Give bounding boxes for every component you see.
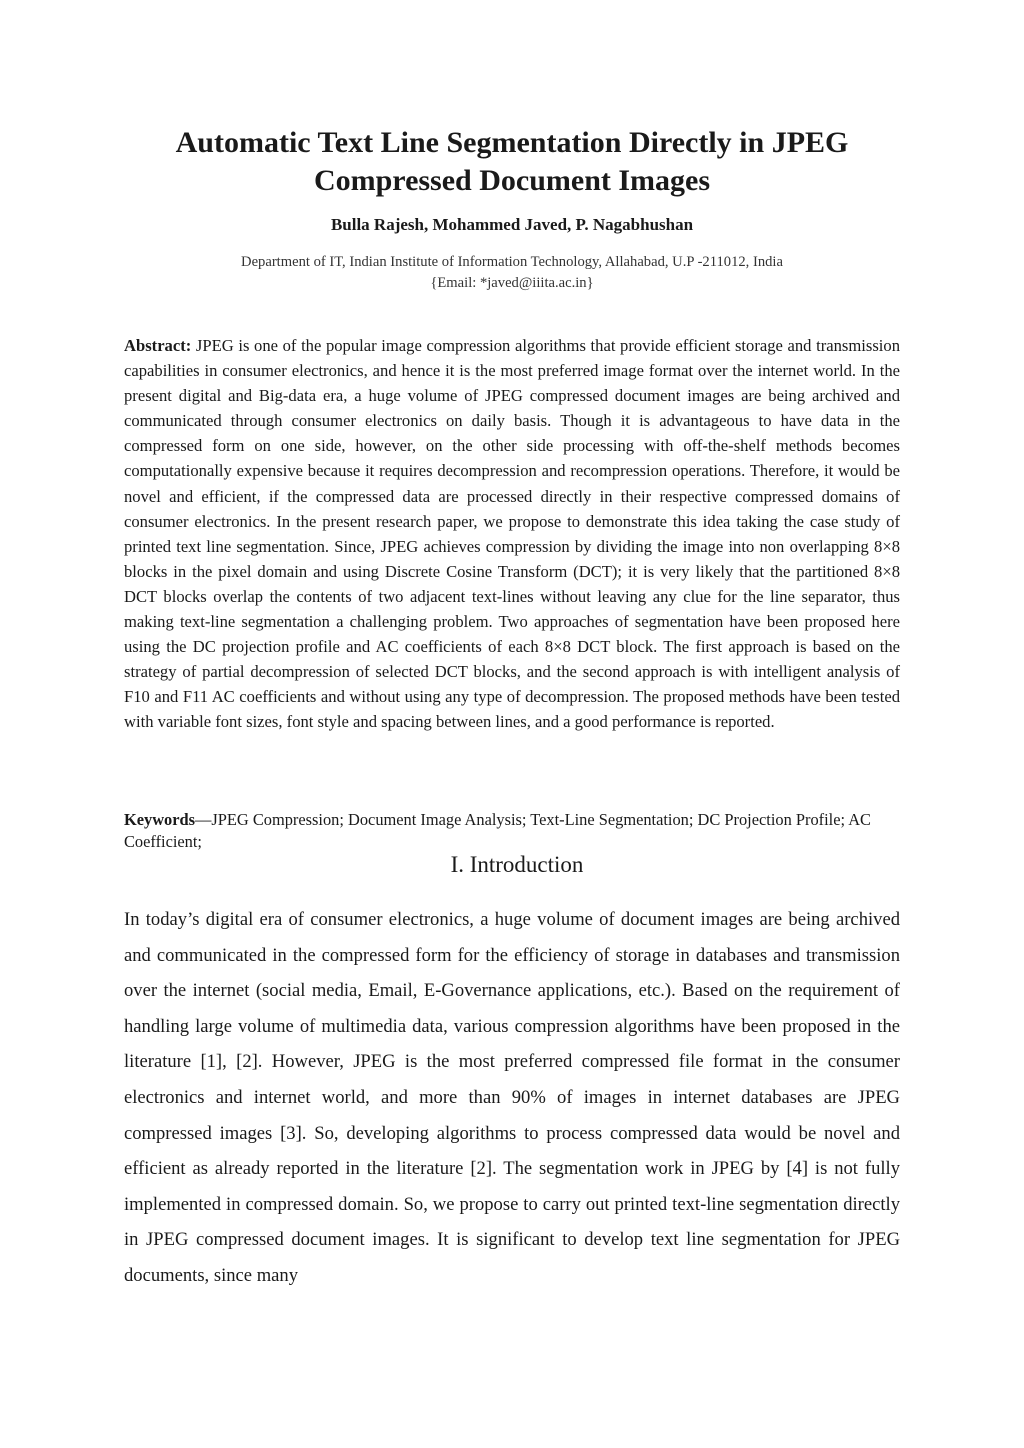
paper-title [110,124,914,200]
title-line-1: Automatic Text Line Segmentation Directly in JPEG [175,126,849,159]
affiliation-block [110,252,914,294]
abstract-label: Abstract: [124,336,192,355]
keywords-label: Keywords [124,810,196,829]
affiliation: Department of IT, Indian Institute of Information Technology, Allahabad, U.P -211012, India [241,254,783,270]
title-line-2: Compressed Document Images [313,164,711,197]
keywords-text: —JPEG Compression; Document Image Analysis; Text-Line Segmentation; DC Projection Profile; AC Coefficient; [124,810,871,851]
contact-email: {Email: *javed@iiita.ac.in} [430,275,594,291]
section-heading-introduction: I. Introduction [450,852,584,877]
keywords [124,809,900,852]
abstract-text: JPEG is one of the popular image compression algorithms that provide efficient storage and transmission capabilities in consumer electronics, and hence it is the most preferred image format over the internet world. In the present digital and Big-data era, a huge volume of JPEG compressed document images are being archived and communicated through consumer electronics on daily basis. Though it is advantageous to have data in the compressed form on one side, however, on the other side processing with off-the-shelf methods becomes computationally expensive because it requires decompression and recompression operations. Therefore, it would be novel and efficient, if the compressed data are processed directly in their respective compressed domains of consumer electronics. In the present research paper, we propose to demonstrate this idea taking the case study of printed text line segmentation. Since, JPEG achieves compression by dividing the image into non overlapping 8×8 blocks in the pixel domain and using Discrete Cosine Transform (DCT); it is very likely that the partitioned 8×8 DCT blocks overlap the contents of two adjacent text-lines without leaving any clue for the line separator, thus making text-line segmentation a challenging problem. Two approaches of segmentation have been proposed here using the DC projection profile and AC coefficients of each 8×8 DCT block. The first approach is based on the strategy of partial decompression of selected DCT blocks, and the second approach is with intelligent analysis of F10 and F11 AC coefficients and without using any type of decompression. The proposed methods have been tested with variable font sizes, font style and spacing between lines, and a good performance is reported. [124,336,900,732]
author-list: Bulla Rajesh, Mohammed Javed, P. Nagabhushan [330,215,694,234]
introduction-paragraph: In today’s digital era of consumer electronics, a huge volume of document images are being archived and communicated in the compressed form for the efficiency of storage in databases and transmission over the internet (social media, Email, E-Governance applications, etc.). Based on the requirement of handling large volume of multimedia data, various compression algorithms have been proposed in the literature [1], [2]. However, JPEG is the most preferred compressed file format in the consumer electronics and internet world, and more than 90% of images in internet databases are JPEG compressed images [3]. So, developing algorithms to process compressed data would be novel and efficient as already reported in the literature [2]. The segmentation work in JPEG by [4] is not fully implemented in compressed domain. So, we propose to carry out printed text-line segmentation directly in JPEG compressed document images. It is significant to develop text line segmentation for JPEG documents, since many [124,909,900,1286]
abstract [124,333,900,735]
